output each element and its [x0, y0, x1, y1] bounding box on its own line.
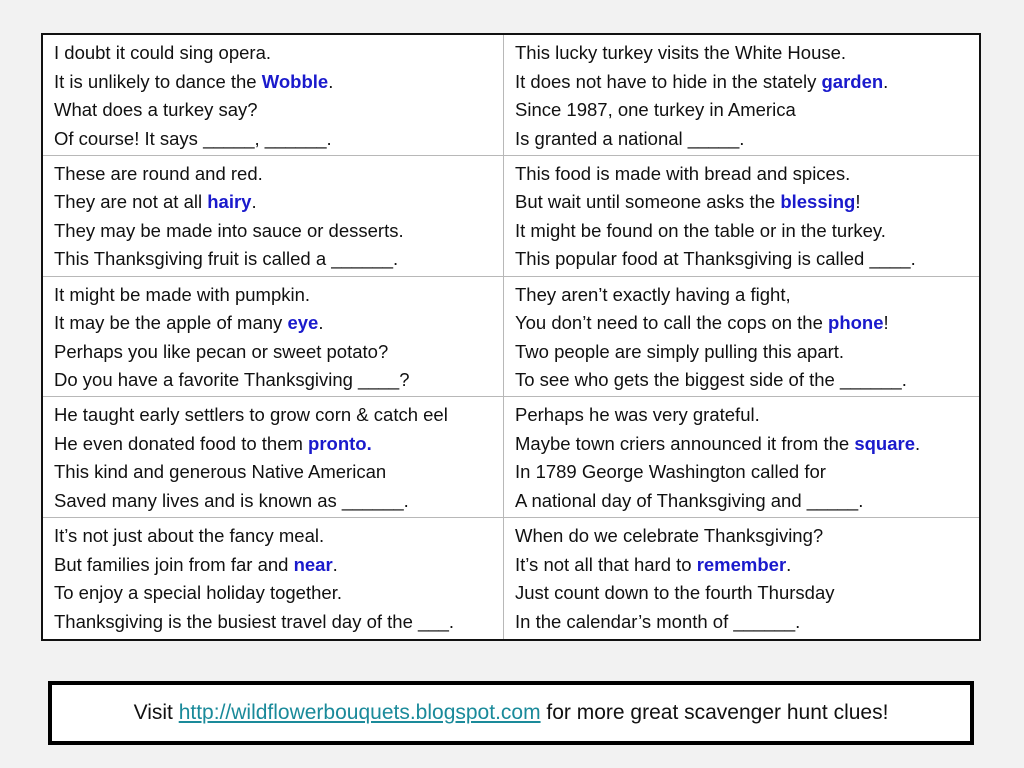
- clue-text: These are round and red.: [54, 162, 263, 184]
- clue-line: [54, 309, 493, 338]
- clue-keyword: eye: [287, 312, 319, 334]
- clue-keyword: blessing: [780, 191, 856, 213]
- clue-line: [515, 160, 969, 189]
- footer-prefix: Visit: [133, 701, 179, 724]
- clue-text-after: .: [251, 191, 257, 213]
- clue-text-after: .: [328, 70, 334, 92]
- clue-text: It is unlikely to dance the: [54, 70, 262, 92]
- clue-line: [515, 188, 969, 217]
- clue-text-after: .: [332, 553, 338, 575]
- clue-cell: [504, 156, 979, 277]
- clue-cell: [43, 35, 504, 156]
- clue-line: [515, 551, 969, 580]
- clue-line: [54, 217, 493, 246]
- clue-text-after: !: [883, 312, 889, 334]
- clue-line: [515, 430, 969, 459]
- clue-text: It may be the apple of many: [54, 312, 288, 334]
- clue-keyword: hairy: [207, 191, 252, 213]
- clue-line: [54, 125, 493, 154]
- clue-text: They may be made into sauce or desserts.: [54, 219, 404, 241]
- clue-text: It’s not all that hard to: [515, 553, 697, 575]
- clue-line: [515, 338, 969, 367]
- clue-text: He even donated food to them: [54, 432, 309, 454]
- clue-text: Of course! It says _____, ______.: [54, 127, 332, 149]
- footer-link[interactable]: http://wildflowerbouquets.blogspot.com: [178, 701, 541, 724]
- clue-line: [515, 96, 969, 125]
- clue-line: [54, 96, 493, 125]
- clue-cell: [504, 397, 979, 518]
- clue-line: [54, 281, 493, 310]
- clue-line: [515, 401, 969, 430]
- clue-text: This kind and generous Native American: [54, 461, 387, 483]
- clue-line: [515, 281, 969, 310]
- clue-text: Perhaps he was very grateful.: [515, 404, 760, 426]
- clue-text: Do you have a favorite Thanksgiving ____?: [54, 369, 410, 391]
- clue-text: What does a turkey say?: [54, 99, 258, 120]
- clue-keyword: near: [293, 553, 333, 575]
- clue-text: Perhaps you like pecan or sweet potato?: [54, 340, 389, 362]
- clue-keyword: square: [854, 432, 916, 454]
- clue-text: You don’t need to call the cops on the: [515, 312, 829, 334]
- clue-text: When do we celebrate Thanksgiving?: [515, 525, 824, 547]
- clue-text: But families join from far and: [54, 553, 294, 575]
- clue-text: It’s not just about the fancy meal.: [54, 525, 325, 547]
- clue-line: [54, 160, 493, 189]
- clue-text: This Thanksgiving fruit is called a ______.: [54, 248, 399, 270]
- clue-keyword: Wobble: [261, 70, 329, 92]
- clue-text: In the calendar’s month of ______.: [515, 610, 801, 632]
- clue-text: They are not at all: [54, 191, 208, 213]
- clue-text-after: !: [855, 191, 861, 213]
- clue-line: [54, 245, 493, 274]
- clue-line: [54, 579, 493, 608]
- clue-keyword: phone: [828, 312, 884, 334]
- clue-keyword: pronto.: [308, 432, 372, 454]
- clue-text-after: .: [786, 553, 792, 575]
- clue-text-after: .: [883, 70, 889, 92]
- clue-text-after: .: [915, 432, 921, 454]
- clue-line: [54, 458, 493, 487]
- clue-text: It might be made with pumpkin.: [54, 283, 311, 305]
- clue-line: [54, 430, 493, 459]
- clue-line: [515, 579, 969, 608]
- clue-line: [515, 309, 969, 338]
- clue-line: [515, 366, 969, 395]
- clue-text: Two people are simply pulling this apart.: [515, 340, 845, 362]
- clue-text: This food is made with bread and spices.: [515, 162, 851, 184]
- clue-line: [54, 338, 493, 367]
- clue-line: [515, 39, 969, 68]
- clue-text: This lucky turkey visits the White House.: [515, 42, 847, 63]
- clue-text: To see who gets the biggest side of the ______.: [515, 369, 907, 391]
- clue-cell: [43, 277, 504, 398]
- clue-text: They aren’t exactly having a fight,: [515, 283, 791, 305]
- clue-line: [54, 401, 493, 430]
- clue-text: Saved many lives and is known as ______.: [54, 489, 409, 511]
- clue-line: [54, 608, 493, 637]
- clue-text: Maybe town criers announced it from the: [515, 432, 855, 454]
- clue-line: [515, 217, 969, 246]
- clue-line: [515, 245, 969, 274]
- clue-line: [515, 608, 969, 637]
- clue-text: Is granted a national _____.: [515, 127, 745, 149]
- clue-line: [515, 125, 969, 154]
- clue-line: [54, 188, 493, 217]
- clue-text: Thanksgiving is the busiest travel day of the ___.: [54, 610, 455, 632]
- clue-text: To enjoy a special holiday together.: [54, 582, 342, 604]
- clue-text: He taught early settlers to grow corn & catch eel: [54, 404, 448, 426]
- clue-line: [54, 551, 493, 580]
- footer-suffix: for more great scavenger hunt clues!: [540, 701, 889, 724]
- clue-text: It might be found on the table or in the turkey.: [515, 219, 886, 241]
- clue-text: A national day of Thanksgiving and _____.: [515, 489, 864, 511]
- clue-line: [54, 366, 493, 395]
- footer-box: [48, 681, 974, 745]
- clue-text: It does not have to hide in the stately: [515, 70, 822, 92]
- clue-text: Just count down to the fourth Thursday: [515, 582, 835, 604]
- clue-keyword: remember: [696, 553, 787, 575]
- clue-text-after: .: [318, 312, 324, 334]
- clue-text: In 1789 George Washington called for: [515, 461, 826, 483]
- clue-cell: [43, 518, 504, 639]
- clue-keyword: garden: [821, 70, 884, 92]
- clue-text: This popular food at Thanksgiving is called ____.: [515, 248, 916, 270]
- clue-line: [54, 39, 493, 68]
- clue-cell: [43, 397, 504, 518]
- clue-line: [54, 68, 493, 97]
- clue-line: [54, 487, 493, 516]
- clue-text: But wait until someone asks the: [515, 191, 781, 213]
- clue-cell: [43, 156, 504, 277]
- clue-line: [515, 458, 969, 487]
- clue-table: [41, 33, 981, 641]
- clue-text: Since 1987, one turkey in America: [515, 99, 796, 120]
- clue-line: [54, 522, 493, 551]
- clue-line: [515, 487, 969, 516]
- clue-line: [515, 68, 969, 97]
- clue-text: I doubt it could sing opera.: [54, 42, 272, 63]
- clue-line: [515, 522, 969, 551]
- clue-cell: [504, 35, 979, 156]
- clue-cell: [504, 277, 979, 398]
- clue-cell: [504, 518, 979, 639]
